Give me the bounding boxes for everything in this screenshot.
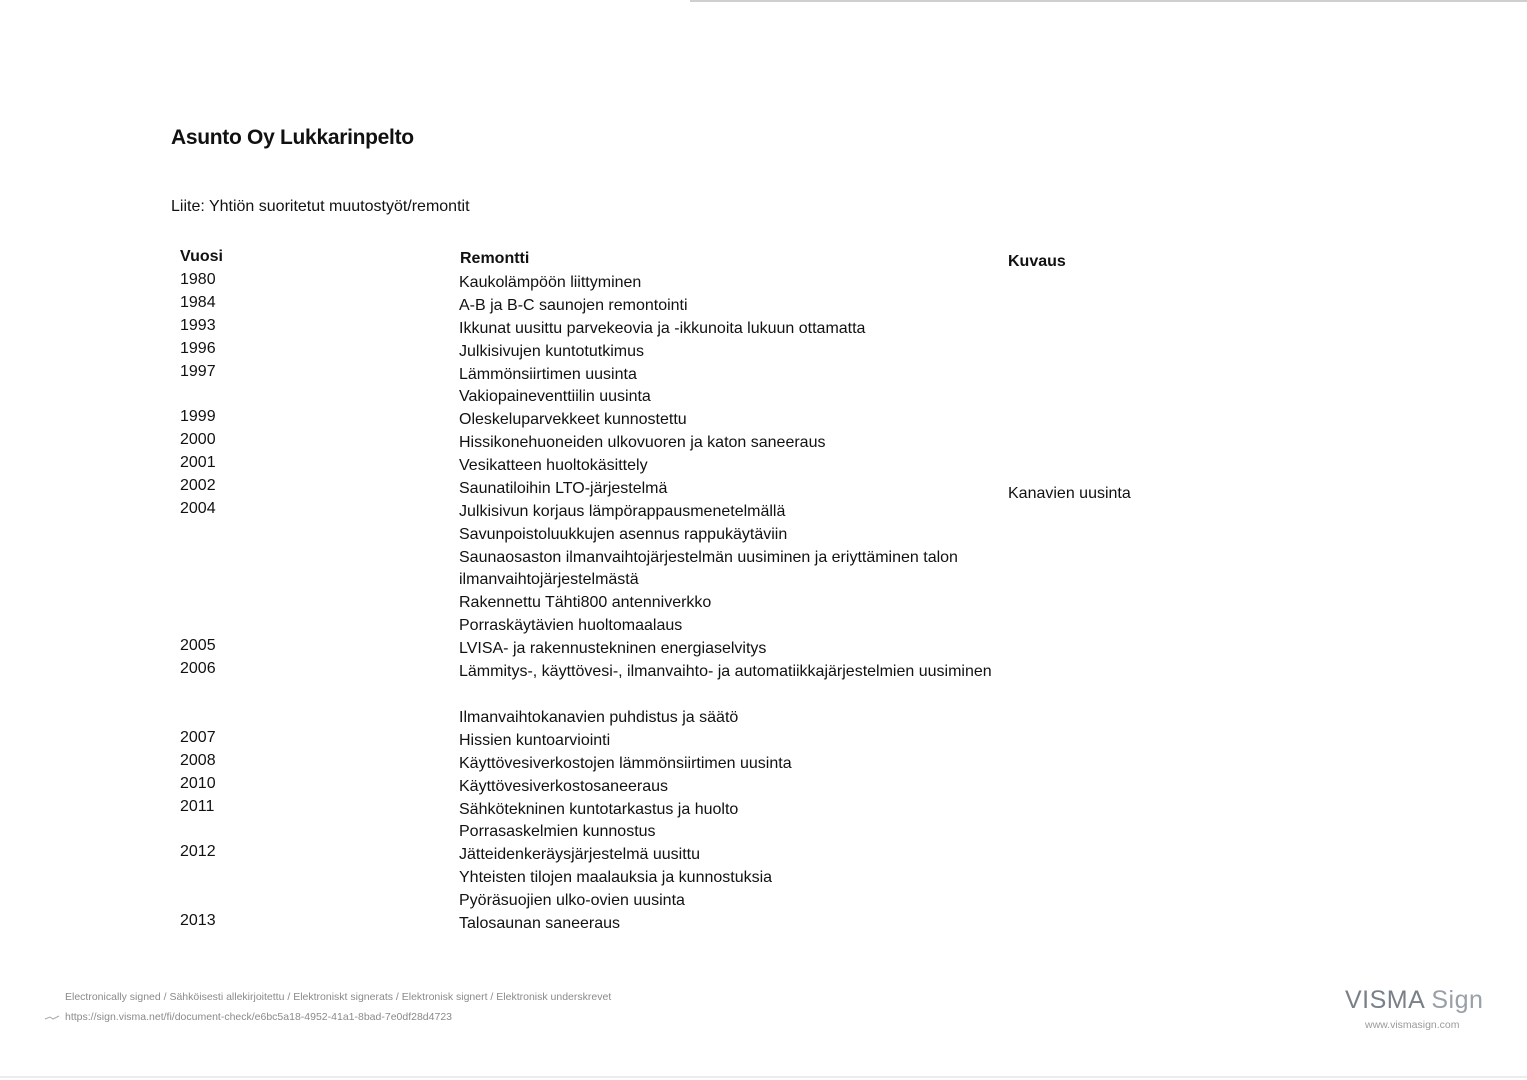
row-renovation: Hissien kuntoarviointi: [459, 731, 611, 749]
table-row: [0, 545, 1527, 591]
row-renovation: Porraskäytävien huoltomaalaus: [459, 617, 683, 635]
row-renovation: Oleskeluparvekkeet kunnostettu: [459, 411, 687, 429]
row-year: 1980: [180, 271, 216, 288]
row-renovation: Saunatiloihin LTO-järjestelmä: [459, 480, 668, 498]
table-row: [0, 339, 1527, 362]
brand-sub: Sign: [1431, 986, 1484, 1014]
row-year: 2012: [180, 843, 216, 861]
document-check-link[interactable]: https://sign.visma.net/fi/document-check/e6bc5a18-4952-41a1-8bad-7e0df28d4723: [65, 1011, 453, 1023]
row-year: 1997: [180, 362, 216, 380]
table-row: [0, 705, 1527, 728]
table-row: [0, 842, 1527, 865]
table-row: [0, 476, 1527, 503]
row-renovation: Saunaosaston ilmanvaihtojärjestelmän uusiminen ja eriyttäminen talon ilmanvaihtojärjestelmästä: [459, 548, 958, 588]
row-renovation: Savunpoistoluukkujen asennus rappukäytäviin: [459, 525, 788, 543]
table-row: [0, 384, 1527, 407]
row-renovation: Hissikonehuoneiden ulkovuoren ja katon saneeraus: [459, 434, 826, 452]
row-renovation: Käyttövesiverkostojen lämmönsiirtimen uusinta: [459, 754, 792, 772]
table-row: [0, 774, 1527, 797]
row-year: 2011: [180, 797, 215, 815]
row-renovation: Kaukolämpöön liittyminen: [459, 274, 642, 291]
table-row: [0, 728, 1527, 751]
row-year: 2010: [180, 774, 216, 792]
table-row: [0, 613, 1527, 636]
link-icon: [44, 1014, 60, 1022]
bottom-scan-edge: [0, 1076, 1527, 1078]
row-year: 2006: [180, 660, 216, 678]
table-row: [0, 362, 1527, 385]
renovation-table: [0, 270, 1527, 934]
row-year: 2001: [180, 454, 216, 472]
row-renovation: Talosaunan saneeraus: [459, 914, 621, 932]
row-renovation: Pyöräsuojien ulko-ovien uusinta: [459, 892, 685, 910]
table-row: [0, 819, 1527, 842]
table-row: [0, 888, 1527, 911]
table-row: [0, 911, 1527, 934]
table-row: [0, 499, 1527, 522]
row-renovation: Vakiopaineventtiilin uusinta: [459, 388, 651, 406]
row-year: 2002: [180, 477, 216, 495]
row-renovation: Julkisivun korjaus lämpörappausmenetelmällä: [459, 502, 786, 520]
row-renovation: A-B ja B-C saunojen remontointi: [459, 296, 688, 314]
row-renovation: Käyttövesiverkostosaneeraus: [459, 777, 668, 795]
row-renovation: Julkisivujen kuntotutkimus: [459, 342, 644, 360]
brand-main: VISMA: [1345, 986, 1424, 1014]
row-description: Kanavien uusinta: [1008, 485, 1131, 503]
row-renovation: Sähkötekninen kuntotarkastus ja huolto: [459, 800, 739, 818]
row-year: 2004: [180, 499, 216, 517]
row-renovation: Vesikatteen huoltokäsittely: [459, 457, 648, 475]
top-scan-edge: [690, 0, 1527, 2]
row-renovation: LVISA- ja rakennustekninen energiaselvitys: [459, 640, 767, 658]
table-row: [0, 453, 1527, 476]
table-row: [0, 659, 1527, 705]
row-renovation: Rakennettu Tähti800 antenniverkko: [459, 594, 712, 612]
table-row: [0, 636, 1527, 659]
row-year: 1984: [180, 293, 216, 311]
column-header-year: Vuosi: [180, 248, 223, 265]
row-renovation: Porrasaskelmien kunnostus: [459, 823, 656, 841]
table-row: [0, 430, 1527, 453]
row-year: 1993: [180, 316, 216, 334]
column-header-description: Kuvaus: [1008, 253, 1066, 270]
row-year: 2005: [180, 637, 216, 655]
document-title: Asunto Oy Lukkarinpelto: [171, 126, 414, 149]
column-header-renovation: Remontti: [460, 250, 530, 267]
table-row: [0, 316, 1527, 339]
row-renovation: Lämmönsiirtimen uusinta: [459, 365, 637, 383]
row-renovation: Lämmitys-, käyttövesi-, ilmanvaihto- ja automatiikkajärjestelmien uusiminen: [459, 663, 992, 681]
table-row: [0, 293, 1527, 316]
row-renovation: Ikkunat uusittu parvekeovia ja -ikkunoita lukuun ottamatta: [459, 319, 866, 337]
document-subtitle: Liite: Yhtiön suoritetut muutostyöt/remontit: [171, 198, 470, 215]
table-row: [0, 751, 1527, 774]
row-year: 2007: [180, 728, 216, 746]
table-row: [0, 590, 1527, 613]
row-year: 2013: [180, 911, 216, 929]
signature-notice: Electronically signed / Sähköisesti allekirjoitettu / Elektroniskt signerats / Elektronisk signert / Elektronisk underskrevet: [65, 991, 612, 1003]
table-row: [0, 407, 1527, 430]
row-year: 2000: [180, 431, 216, 449]
visma-sign-logo: [1345, 986, 1483, 1015]
row-year: 1999: [180, 408, 216, 426]
table-row: [0, 865, 1527, 888]
row-renovation: Ilmanvaihtokanavien puhdistus ja säätö: [459, 708, 739, 726]
brand-url[interactable]: www.vismasign.com: [1365, 1019, 1460, 1031]
row-renovation: Jätteidenkeräysjärjestelmä uusittu: [459, 846, 701, 864]
table-row: [0, 522, 1527, 545]
row-year: 1996: [180, 339, 216, 357]
row-renovation: Yhteisten tilojen maalauksia ja kunnostuksia: [459, 869, 773, 887]
table-row: [0, 797, 1527, 820]
row-year: 2008: [180, 751, 216, 769]
table-row: [0, 270, 1527, 293]
